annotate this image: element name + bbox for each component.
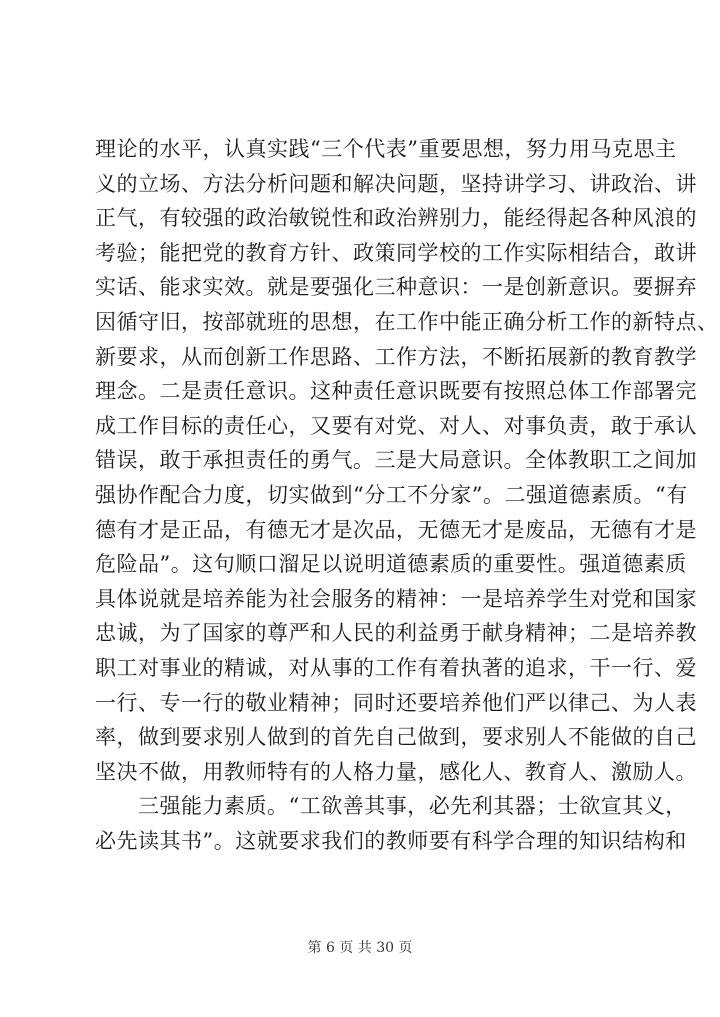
page-footer — [0, 937, 720, 957]
body-text — [95, 132, 719, 858]
page-number-label: 第 6 页 共 30 页 — [307, 940, 413, 956]
text-line: 考验；能把党的教育方针、政策同学校的工作实际相结合，敢讲 — [95, 240, 697, 265]
text-line: 理念。二是责任意识。这种责任意识既要有按照总体工作部署完 — [95, 379, 697, 404]
text-line: 因循守旧，按部就班的思想，在工作中能正确分析工作的新特点、 — [95, 309, 719, 334]
text-line: 率，做到要求别人做到的首先自己做到，要求别人不能做的自己 — [95, 725, 697, 750]
text-line: 成工作目标的责任心，又要有对党、对人、对事负责，敢于承认 — [95, 413, 697, 438]
text-line: 危险品”。这句顺口溜足以说明道德素质的重要性。强道德素质 — [95, 552, 687, 577]
text-line: 德有才是正品，有德无才是次品，无德无才是废品，无德有才是 — [95, 517, 697, 542]
text-line: 坚决不做，用教师特有的人格力量，感化人、教育人、激励人。 — [95, 759, 697, 784]
text-line: 忠诚，为了国家的尊严和人民的利益勇于献身精神；二是培养教 — [95, 621, 697, 646]
text-line: 强协作配合力度，切实做到“分工不分家”。二强道德素质。“有 — [95, 482, 688, 507]
text-line: 一行、专一行的敬业精神；同时还要培养他们严以律己、为人表 — [95, 690, 697, 715]
text-line: 具体说就是培养能为社会服务的精神：一是培养学生对党和国家 — [95, 586, 697, 611]
text-line: 理论的水平，认真实践“三个代表”重要思想，努力用马克思主 — [95, 137, 677, 161]
text-line: 实话、能求实效。就是要强化三种意识：一是创新意识。要摒弃 — [95, 275, 697, 300]
text-line: 三强能力素质。“工欲善其事，必先利其器；士欲宣其义， — [95, 794, 687, 819]
text-line: 必先读其书”。这就要求我们的教师要有科学合理的知识结构和 — [95, 828, 687, 853]
text-line: 错误，敢于承担责任的勇气。三是大局意识。全体教职工之间加 — [95, 448, 697, 473]
text-line: 新要求，从而创新工作思路、工作方法，不断拓展新的教育教学 — [95, 344, 697, 369]
text-line: 正气，有较强的政治敏锐性和政治辨别力，能经得起各种风浪的 — [95, 206, 697, 231]
text-line: 义的立场、方法分析问题和解决问题，坚持讲学习、讲政治、讲 — [95, 171, 697, 196]
text-line: 职工对事业的精诚，对从事的工作有着执著的追求，干一行、爱 — [95, 655, 697, 680]
